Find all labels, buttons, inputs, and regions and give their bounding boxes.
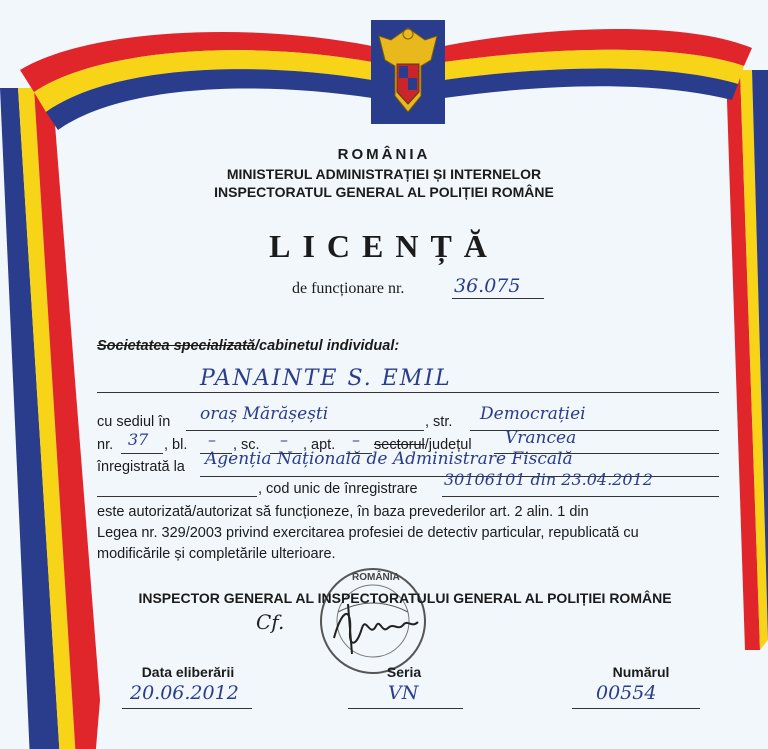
body-text-line-1: este autorizată/autorizat să funcționeze, în baza prevederilor art. 2 alin. 1 din	[97, 504, 589, 520]
signatory-title: INSPECTOR GENERAL AL INSPECTORATULUI GENERAL AL POLIȚIEI ROMÂNE	[138, 590, 672, 606]
street-value: Democrației	[480, 404, 586, 424]
series-value: VN	[388, 682, 419, 704]
entity-type-rest: /cabinetul individual:	[254, 338, 400, 354]
bl-label: , bl.	[164, 437, 188, 453]
license-number-line	[452, 298, 544, 299]
series-label: Seria	[386, 664, 422, 680]
license-number-label: de funcționare nr.	[292, 280, 405, 297]
sc-value: –	[280, 430, 288, 449]
inspectorate-heading: INSPECTORATUL GENERAL AL POLIȚIEI ROMÂNE	[214, 184, 554, 200]
ministry-heading: MINISTERUL ADMINISTRAȚIEI ȘI INTERNELOR	[226, 166, 542, 182]
country-heading: ROMÂNIA	[337, 146, 431, 163]
nr-line	[121, 453, 163, 454]
registration-authority: Agenția Națională de Administrare Fiscală	[205, 449, 573, 469]
handwritten-signature	[322, 598, 422, 658]
cui-line	[442, 496, 719, 497]
license-number-value: 36.075	[454, 275, 521, 297]
nr-label: nr.	[97, 437, 114, 453]
coat-of-arms-emblem	[371, 20, 445, 124]
date-label: Data eliberării	[141, 664, 235, 680]
stamp-text: ROMÂNIA	[352, 572, 400, 583]
cui-value: 30106101 din 23.04.2012	[444, 470, 653, 489]
registration-label: înregistrată la	[97, 459, 185, 475]
county-value: Vrancea	[505, 428, 577, 448]
number-line	[572, 708, 700, 709]
signature-note: Cf.	[256, 610, 285, 634]
nr-value: 37	[128, 430, 149, 449]
seat-line	[186, 430, 424, 431]
entity-name-line	[97, 392, 719, 393]
date-value: 20.06.2012	[130, 682, 239, 704]
number-label: Numărul	[612, 664, 670, 680]
body-text-line-3: modificările și completările ulterioare.	[97, 546, 336, 562]
document-title: LICENȚĂ	[269, 228, 499, 264]
county-label-text: /județul	[424, 437, 472, 453]
sc-label: , sc.	[233, 437, 260, 453]
seat-label: cu sediul în	[97, 414, 171, 430]
series-line	[348, 708, 463, 709]
body-text-line-2: Legea nr. 329/2003 privind exercitarea profesiei de detectiv particular, republicată cu	[97, 525, 639, 541]
cui-label: , cod unic de înregistrare	[258, 481, 418, 497]
entity-name-value: PANAINTE S. EMIL	[200, 366, 452, 391]
bl-value: –	[208, 430, 216, 449]
entity-type-label	[97, 338, 399, 354]
seat-value: oraș Mărășești	[200, 404, 329, 424]
date-line	[122, 708, 252, 709]
apt-label: , apt.	[303, 437, 336, 453]
apt-value: –	[352, 430, 360, 449]
street-label: , str.	[425, 414, 453, 430]
number-value: 00554	[596, 682, 657, 704]
sector-struck: sectorul	[374, 437, 425, 453]
registration-line-2	[97, 496, 257, 497]
entity-type-struck: Societatea specializată	[97, 338, 255, 354]
